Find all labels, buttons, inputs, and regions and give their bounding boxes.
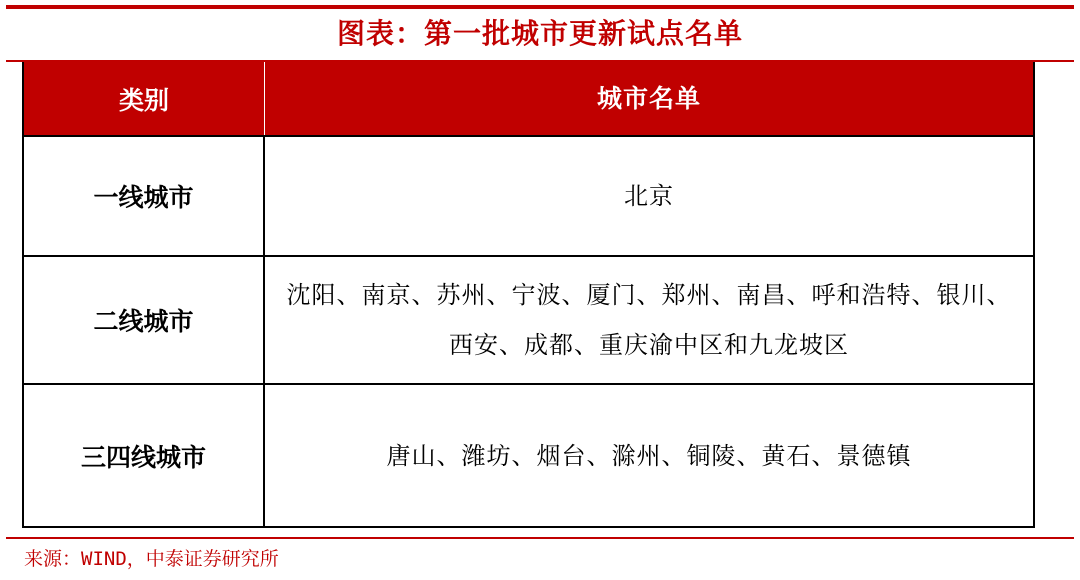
city-list-table xyxy=(22,62,1035,528)
header-category: 类别 xyxy=(24,62,265,135)
row-category: 二线城市 xyxy=(24,257,265,383)
source-rule xyxy=(6,537,1074,539)
row-cities: 北京 xyxy=(624,182,674,210)
table-row xyxy=(24,385,1033,526)
row-cities: 沈阳、南京、苏州、宁波、厦门、郑州、南昌、呼和浩特、银川、西安、成都、重庆渝中区和九龙坡区 xyxy=(286,281,1012,359)
top-rule xyxy=(6,5,1074,9)
source-note: 来源：WIND，中泰证券研究所 xyxy=(24,548,279,570)
row-cities: 唐山、潍坊、烟台、滁州、铜陵、黄石、景德镇 xyxy=(386,441,912,470)
table-row xyxy=(24,137,1033,257)
table-row xyxy=(24,257,1033,385)
figure-title: 图表：第一批城市更新试点名单 xyxy=(336,17,743,50)
header-cities: 城市名单 xyxy=(596,83,701,113)
row-category: 三四线城市 xyxy=(24,385,265,526)
table-header-row xyxy=(24,62,1033,137)
row-category: 一线城市 xyxy=(24,137,265,255)
